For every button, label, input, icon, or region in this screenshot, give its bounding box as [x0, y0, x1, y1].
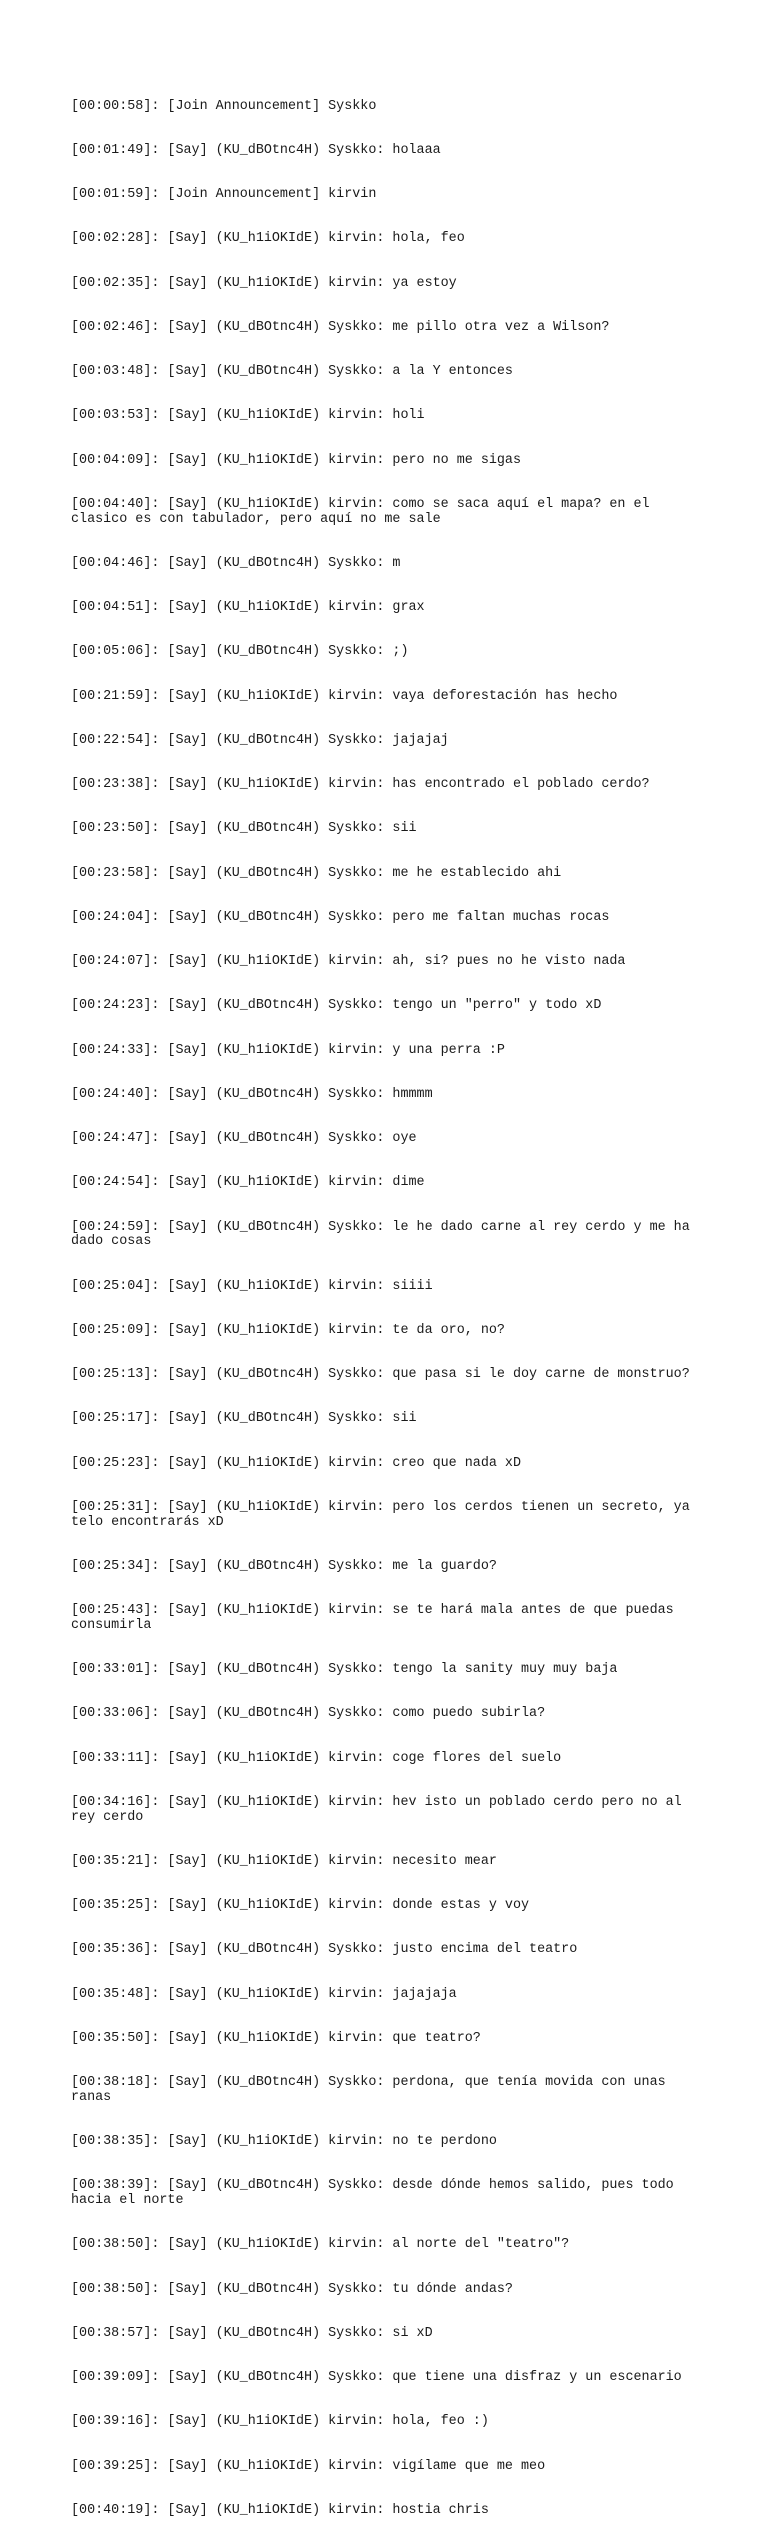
log-line: [00:25:23]: [Say] (KU_h1iOKIdE) kirvin: creo que nada xD [71, 1455, 521, 1471]
log-line: [00:38:50]: [Say] (KU_h1iOKIdE) kirvin: al norte del "teatro"? [71, 2237, 570, 2253]
log-line: [00:04:09]: [Say] (KU_h1iOKIdE) kirvin: pero no me sigas [71, 452, 521, 468]
log-line: [00:35:21]: [Say] (KU_h1iOKIdE) kirvin: necesito mear [71, 1853, 497, 1869]
log-line: [00:24:07]: [Say] (KU_h1iOKIdE) kirvin: ah, si? pues no he visto nada [71, 954, 626, 969]
log-line: [00:03:53]: [Say] (KU_h1iOKIdE) kirvin: holi [71, 408, 425, 424]
log-line: [00:24:59]: [Say] (KU_dBOtnc4H) Syskko: le he dado carne al rey cerdo y me ha dado cosas [71, 1219, 698, 1250]
log-line: [00:24:04]: [Say] (KU_dBOtnc4H) Syskko: pero me faltan muchas rocas [71, 909, 610, 925]
log-line: [00:33:06]: [Say] (KU_dBOtnc4H) Syskko: como puedo subirla? [71, 1706, 546, 1722]
log-line: [00:25:43]: [Say] (KU_h1iOKIdE) kirvin: se te hará mala antes de que puedas consumirla [71, 1603, 682, 1633]
log-line: [00:33:01]: [Say] (KU_dBOtnc4H) Syskko: tengo la sanity muy muy baja [71, 1662, 618, 1677]
log-line: [00:25:13]: [Say] (KU_dBOtnc4H) Syskko: que pasa si le doy carne de monstruo? [71, 1367, 690, 1382]
log-line: [00:02:46]: [Say] (KU_dBOtnc4H) Syskko: me pillo otra vez a Wilson? [71, 319, 610, 335]
log-line: [00:25:31]: [Say] (KU_h1iOKIdE) kirvin: pero los cerdos tienen un secreto, ya telo encontrarás xD [71, 1499, 698, 1530]
log-line: [00:23:58]: [Say] (KU_dBOtnc4H) Syskko: me he establecido ahi [71, 865, 562, 881]
log-line: [00:35:48]: [Say] (KU_h1iOKIdE) kirvin: jajajaja [71, 1986, 457, 2002]
log-line: [00:38:35]: [Say] (KU_h1iOKIdE) kirvin: no te perdono [71, 2134, 497, 2149]
log-line: [00:05:06]: [Say] (KU_dBOtnc4H) Syskko: ;) [71, 644, 409, 660]
log-line: [00:40:19]: [Say] (KU_h1iOKIdE) kirvin: hostia chris [71, 2502, 489, 2518]
log-line: [00:38:50]: [Say] (KU_dBOtnc4H) Syskko: tu dónde andas? [71, 2281, 513, 2297]
log-line: [00:22:54]: [Say] (KU_dBOtnc4H) Syskko: jajajaj [71, 732, 449, 748]
log-line: [00:35:25]: [Say] (KU_h1iOKIdE) kirvin: donde estas y voy [71, 1898, 530, 1913]
log-line: [00:34:16]: [Say] (KU_h1iOKIdE) kirvin: hev isto un poblado cerdo pero no al rey cerdo [71, 1794, 690, 1825]
log-line: [00:24:23]: [Say] (KU_dBOtnc4H) Syskko: tengo un "perro" y todo xD [71, 998, 602, 1014]
log-line: [00:04:40]: [Say] (KU_h1iOKIdE) kirvin: como se saca aquí el mapa? en el clasico es con tabulador, pero aquí no me sale [71, 496, 658, 527]
log-line: [00:04:46]: [Say] (KU_dBOtnc4H) Syskko: m [71, 555, 401, 571]
log-line: [00:35:36]: [Say] (KU_dBOtnc4H) Syskko: justo encima del teatro [71, 1942, 578, 1958]
log-line: [00:38:57]: [Say] (KU_dBOtnc4H) Syskko: si xD [71, 2325, 433, 2341]
chat-log [71, 70, 711, 2533]
log-line: [00:01:59]: [Join Announcement] kirvin [71, 187, 377, 202]
log-line: [00:25:09]: [Say] (KU_h1iOKIdE) kirvin: te da oro, no? [71, 1322, 505, 1338]
log-line: [00:00:58]: [Join Announcement] Syskko [71, 98, 377, 114]
log-line: [00:38:18]: [Say] (KU_dBOtnc4H) Syskko: perdona, que tenía movida con unas ranas [71, 2075, 674, 2105]
log-line: [00:04:51]: [Say] (KU_h1iOKIdE) kirvin: grax [71, 600, 425, 615]
log-line: [00:02:28]: [Say] (KU_h1iOKIdE) kirvin: hola, feo [71, 231, 465, 247]
log-line: [00:25:34]: [Say] (KU_dBOtnc4H) Syskko: me la guardo? [71, 1558, 497, 1574]
log-line: [00:24:33]: [Say] (KU_h1iOKIdE) kirvin: y una perra :P [71, 1042, 505, 1058]
log-line: [00:35:50]: [Say] (KU_h1iOKIdE) kirvin: que teatro? [71, 2030, 481, 2046]
log-line: [00:25:04]: [Say] (KU_h1iOKIdE) kirvin: siiii [71, 1278, 433, 1294]
log-line: [00:23:50]: [Say] (KU_dBOtnc4H) Syskko: sii [71, 821, 417, 837]
log-line: [00:24:54]: [Say] (KU_h1iOKIdE) kirvin: dime [71, 1175, 425, 1191]
log-line: [00:33:11]: [Say] (KU_h1iOKIdE) kirvin: coge flores del suelo [71, 1750, 562, 1766]
log-line: [00:03:48]: [Say] (KU_dBOtnc4H) Syskko: a la Y entonces [71, 364, 513, 379]
log-line: [00:38:39]: [Say] (KU_dBOtnc4H) Syskko: desde dónde hemos salido, pues todo hacia el norte [71, 2178, 682, 2208]
log-line: [00:23:38]: [Say] (KU_h1iOKIdE) kirvin: has encontrado el poblado cerdo? [71, 777, 650, 792]
log-line: [00:21:59]: [Say] (KU_h1iOKIdE) kirvin: vaya deforestación has hecho [71, 688, 618, 704]
log-line: [00:24:47]: [Say] (KU_dBOtnc4H) Syskko: oye [71, 1131, 417, 1146]
log-line: [00:25:17]: [Say] (KU_dBOtnc4H) Syskko: sii [71, 1411, 417, 1427]
log-line: [00:24:40]: [Say] (KU_dBOtnc4H) Syskko: hmmmm [71, 1086, 433, 1102]
log-line: [00:02:35]: [Say] (KU_h1iOKIdE) kirvin: ya estoy [71, 275, 457, 291]
log-line: [00:39:16]: [Say] (KU_h1iOKIdE) kirvin: hola, feo :) [71, 2414, 489, 2430]
log-line: [00:39:25]: [Say] (KU_h1iOKIdE) kirvin: vigílame que me meo [71, 2458, 546, 2474]
log-line: [00:01:49]: [Say] (KU_dBOtnc4H) Syskko: holaaa [71, 142, 441, 158]
log-line: [00:39:09]: [Say] (KU_dBOtnc4H) Syskko: que tiene una disfraz y un escenario [71, 2370, 682, 2385]
